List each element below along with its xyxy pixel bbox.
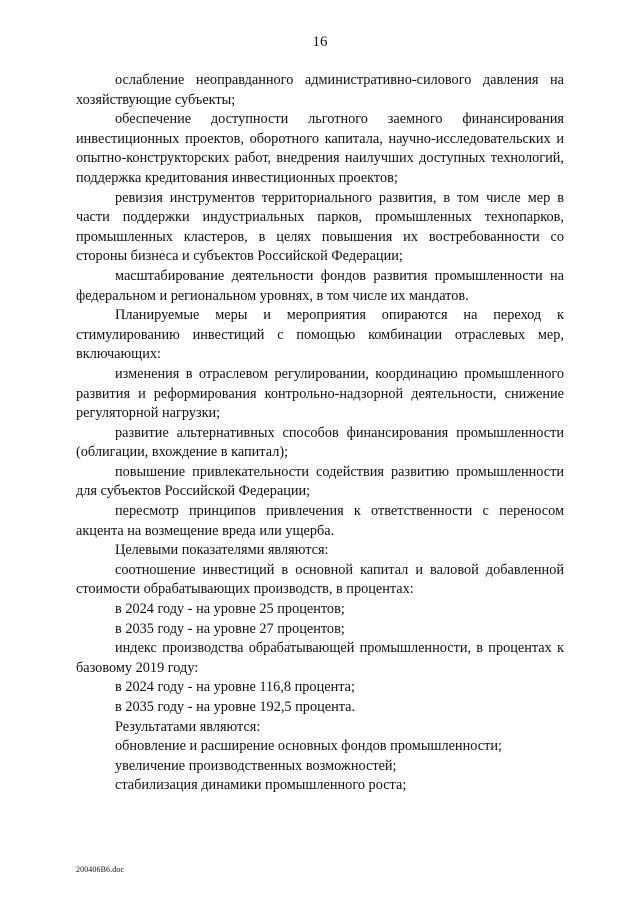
paragraph-regional-attractiveness: повышение привлекательности содействия развитию промышленности для субъектов Российской Федерации; xyxy=(76,463,564,500)
paragraph-fixed-assets-renewal: обновление и расширение основных фондов промышленности; xyxy=(115,738,502,755)
paragraph-index-2035: в 2035 году - на уровне 192,5 процента. xyxy=(115,699,356,715)
paragraph-production-index: индекс производства обрабатывающей промышленности, в процентах к базовому 2019 году: xyxy=(76,640,564,676)
paragraph-investment-2035: в 2035 году - на уровне 27 процентов; xyxy=(115,620,345,637)
document-body xyxy=(76,71,564,796)
paragraph-regulation-changes: изменения в отраслевом регулировании, координацию промышленного развития и реформирования контрольно-надзорной деятельности, снижение регуляторной нагрузки; xyxy=(76,365,564,422)
paragraph-results-heading: Результатами являются: xyxy=(115,718,261,735)
paragraph-target-indicators-heading: Целевыми показателями являются: xyxy=(115,542,329,559)
paragraph-investment-ratio: соотношение инвестиций в основной капитал и валовой добавленной стоимости обрабатывающих производств, в процентах: xyxy=(76,561,564,598)
footer-document-code: 200406В6.doc xyxy=(76,865,125,874)
paragraph-planned-measures: Планируемые меры и мероприятия опираются на переход к стимулированию инвестиций с помощью комбинации отраслевых мер, включающих: xyxy=(76,307,564,363)
paragraph-administrative-pressure: ослабление неоправданного административно-силового давления на хозяйствующие субъекты; xyxy=(76,72,564,108)
paragraph-investment-2024: в 2024 году - на уровне 25 процентов; xyxy=(115,601,345,618)
paragraph-development-funds: масштабирование деятельности фондов развития промышленности на федеральном и региональном уровнях, в том числе их мандатов. xyxy=(76,267,564,304)
paragraph-financing-access: обеспечение доступности льготного заемного финансирования инвестиционных проектов, оборотного капитала, научно-исследовательских и опытно-конструкторских работ, внедрения наилучших доступных технологий, поддержка кредитования инвестиционных проектов; xyxy=(76,111,564,186)
paragraph-growth-stabilization: стабилизация динамики промышленного роста; xyxy=(115,777,407,794)
page-number: 16 xyxy=(312,34,328,50)
paragraph-liability-principles: пересмотр принципов привлечения к ответственности с переносом акцента на возмещение вреда или ущерба. xyxy=(76,503,564,539)
paragraph-alternative-financing: развитие альтернативных способов финансирования промышленности (облигации, вхождение в капитал); xyxy=(76,424,564,461)
paragraph-production-capacity: увеличение производственных возможностей; xyxy=(115,757,397,774)
paragraph-territorial-development: ревизия инструментов территориального развития, в том числе мер в части поддержки индустриальных парков, промышленных технопарков, промышленных кластеров, в целях повышения их востребованности со стороны бизнеса и субъектов Российской Федерации; xyxy=(76,189,564,265)
paragraph-index-2024: в 2024 году - на уровне 116,8 процента; xyxy=(115,679,355,696)
